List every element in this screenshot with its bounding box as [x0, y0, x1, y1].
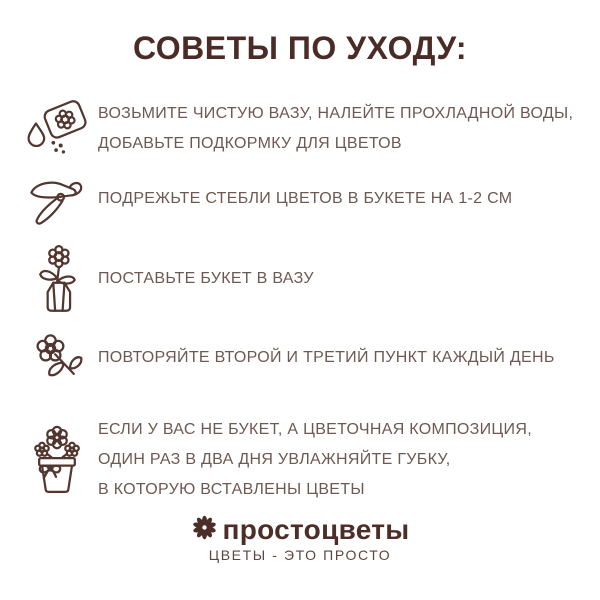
tip-text-1: ВОЗЬМИТЕ ЧИСТУЮ ВАЗУ, НАЛЕЙТЕ ПРОХЛАДНОЙ ВОДЫ, ДОБАВЬТЕ ПОДКОРМКУ ДЛЯ ЦВЕТОВ: [98, 105, 574, 152]
tip-row-3: [20, 242, 590, 316]
pruning-shears-icon: [20, 173, 94, 225]
brand-tagline: ЦВЕТЫ - ЭТО ПРОСТО: [208, 547, 392, 563]
brand-footer: [0, 514, 600, 563]
flower-pot-icon: [20, 423, 94, 497]
flower-icon: [20, 330, 94, 386]
flower-in-vase-icon: [20, 243, 94, 315]
tip-text-5: ЕСЛИ У ВАС НЕ БУКЕТ, А ЦВЕТОЧНАЯ КОМПОЗИЦИЯ, ОДИН РАЗ В ДВА ДНЯ УВЛАЖНЯЙТЕ ГУБКУ, В КОТОРУЮ ВСТАВЛЕНЫ ЦВЕТЫ: [98, 421, 532, 498]
tip-text-3: ПОСТАВЬТЕ БУКЕТ В ВАЗУ: [98, 270, 314, 287]
tip-row-4: [20, 330, 590, 386]
tip-row-5: [20, 416, 590, 504]
tip-text-2: ПОДРЕЖЬТЕ СТЕБЛИ ЦВЕТОВ В БУКЕТЕ НА 1-2 СМ: [98, 190, 513, 207]
brand-logo: [191, 514, 410, 546]
brand-flower-icon: [191, 514, 218, 546]
flower-food-packet-icon: [20, 99, 94, 159]
tip-text-4: ПОВТОРЯЙТЕ ВТОРОЙ И ТРЕТИЙ ПУНКТ КАЖДЫЙ ДЕНЬ: [98, 349, 555, 366]
page-title: СОВЕТЫ ПО УХОДУ:: [132, 30, 468, 66]
tip-row-1: [20, 96, 590, 162]
brand-name: простоцветы: [222, 514, 410, 545]
tip-row-2: [20, 174, 590, 224]
